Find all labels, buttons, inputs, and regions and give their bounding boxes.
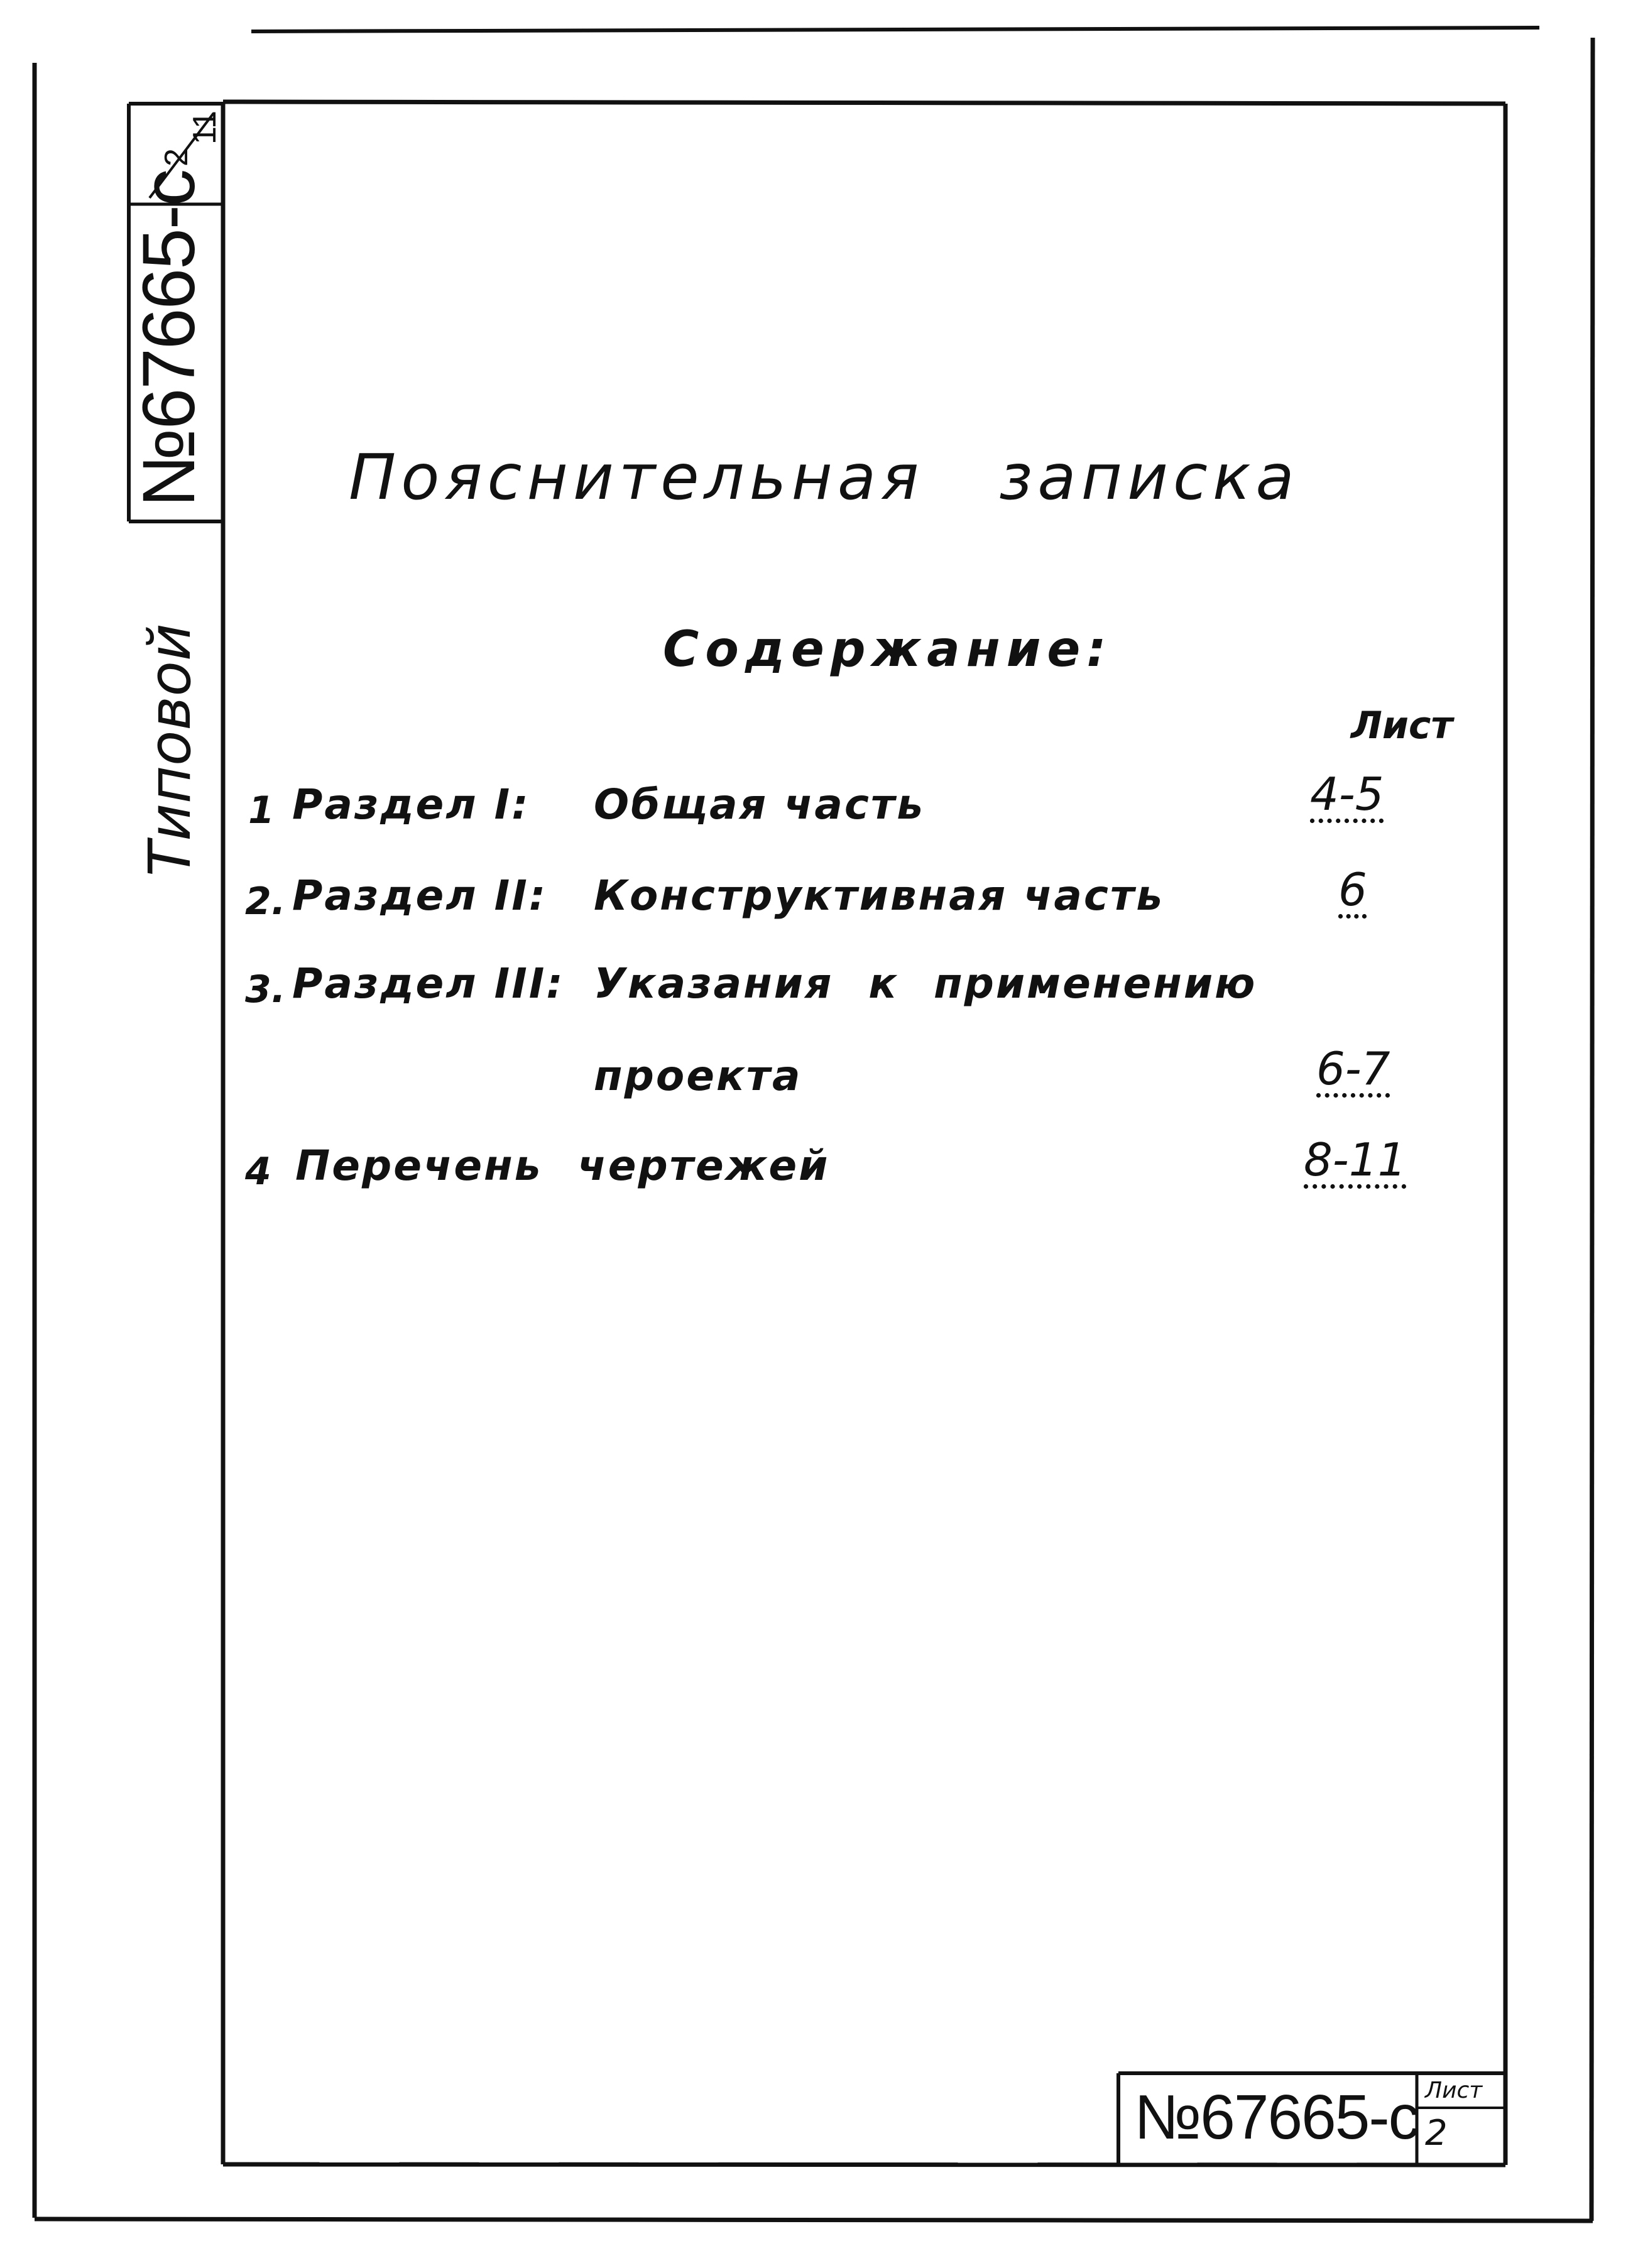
contents-heading: Содержание: xyxy=(663,621,1113,678)
contents-item-3-text: Указания к применению xyxy=(594,959,1257,1008)
page-title: Пояснительная записка xyxy=(349,440,1299,514)
frame-bottom-line xyxy=(223,2164,1505,2165)
side-vertical-label: Типовой xyxy=(136,623,204,876)
side-sheet-number: 2 xyxy=(158,148,195,166)
contents-item-4-pages: 8-11 xyxy=(1304,1133,1407,1186)
contents-item-3-section: Раздел III: xyxy=(292,959,565,1008)
titleblock-document-number: №67665-с xyxy=(1134,2082,1419,2152)
contents-item-4-number: 4 xyxy=(245,1150,271,1194)
contents-item-2-text: Конструктивная часть xyxy=(594,871,1165,920)
sheet-column-header: Лист xyxy=(1351,704,1453,748)
contents-item-1-text: Общая часть xyxy=(594,780,925,829)
contents-item-3-number: 3. xyxy=(245,968,286,1011)
contents-item-3-text-continuation: проекта xyxy=(594,1052,802,1100)
outer-right-line xyxy=(1592,38,1593,2221)
outer-top-line xyxy=(251,28,1539,31)
contents-item-2-number: 2. xyxy=(245,880,286,924)
side-sheet-total: 11 xyxy=(187,111,223,144)
contents-item-1-number: 1 xyxy=(248,788,275,832)
contents-item-2-section: Раздел II: xyxy=(292,871,548,920)
titleblock-sheet-value: 2 xyxy=(1425,2113,1448,2154)
contents-item-3-pages: 6-7 xyxy=(1316,1042,1390,1095)
contents-item-2-pages: 6 xyxy=(1338,863,1367,916)
titleblock-sheet-label: Лист xyxy=(1425,2078,1483,2103)
outer-bottom-line xyxy=(35,2219,1593,2221)
contents-item-1-pages: 4-5 xyxy=(1310,768,1384,821)
frame-top-line xyxy=(223,102,1505,104)
contents-item-4-text: Перечень чертежей xyxy=(295,1142,830,1190)
side-document-number: №67665-с xyxy=(128,170,210,508)
contents-item-1-section: Раздел I: xyxy=(292,780,530,829)
